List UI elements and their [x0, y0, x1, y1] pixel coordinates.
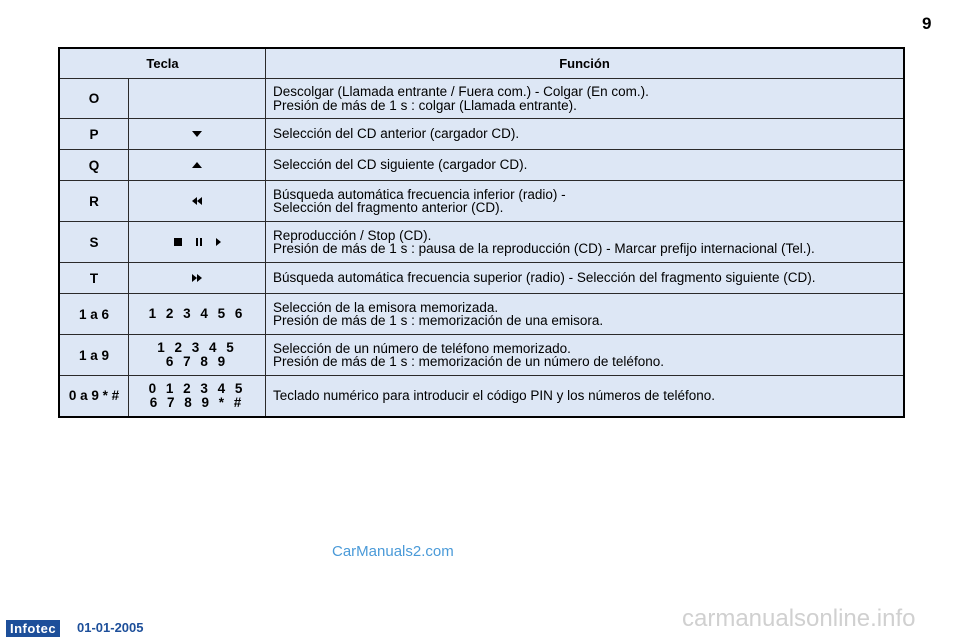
table-row [59, 294, 904, 335]
key-cell: 1 a 9 [59, 335, 129, 376]
function-cell [266, 222, 905, 263]
watermark-link[interactable]: CarManuals2.com [332, 543, 454, 560]
fast-forward-icon [192, 271, 202, 285]
function-cell [266, 150, 905, 181]
symbol-line: 6 7 8 9 [165, 354, 229, 369]
function-line: Selección del fragmento anterior (CD). [273, 200, 504, 215]
function-cell [266, 79, 905, 119]
play-icon [216, 238, 221, 246]
key-cell: O [59, 79, 129, 119]
function-line: Selección del CD anterior (cargador CD). [273, 126, 520, 142]
function-cell [266, 119, 905, 150]
triangle-down-icon [192, 131, 202, 137]
symbol-cell [129, 294, 266, 335]
function-line: Presión de más de 1 s : colgar (Llamada entrante). [273, 97, 577, 113]
key-cell: 1 a 6 [59, 294, 129, 335]
table-row [59, 150, 904, 181]
function-line: Búsqueda automática frecuencia superior (radio) - Selección del fragmento siguiente (CD). [273, 270, 816, 286]
function-line: Descolgar (Llamada entrante / Fuera com.) - Colgar (En com.). [273, 84, 649, 99]
symbol-cell [129, 335, 266, 376]
function-line: Selección de un número de teléfono memorizado. [273, 340, 571, 356]
key-cell: T [59, 263, 129, 294]
symbol-line: 0 1 2 3 4 5 [148, 380, 246, 396]
function-line: Presión de más de 1 s : memorización de un número de teléfono. [273, 354, 664, 369]
rewind-icon [192, 194, 202, 208]
table-row [59, 335, 904, 376]
function-cell [266, 335, 905, 376]
function-line: Búsqueda automática frecuencia inferior (radio) - [273, 186, 566, 202]
triangle-up-icon [192, 162, 202, 168]
table-row [59, 222, 904, 263]
function-cell [266, 376, 905, 417]
symbol-cell [129, 222, 266, 263]
stop-icon [174, 238, 182, 246]
function-cell [266, 263, 905, 294]
table-row [59, 79, 904, 119]
page-number: 9 [922, 14, 932, 33]
function-line: Selección de la emisora memorizada. [273, 299, 499, 315]
symbol-cell [129, 263, 266, 294]
symbol-line: 1 2 3 4 5 [157, 340, 237, 355]
function-cell [266, 181, 905, 222]
symbol-line: 1 2 3 4 5 6 [148, 306, 246, 321]
function-line: Presión de más de 1 s : memorización de una emisora. [273, 313, 604, 328]
key-cell: R [59, 181, 129, 222]
table-row [59, 263, 904, 294]
key-cell: S [59, 222, 129, 263]
table-header-row [59, 48, 904, 79]
function-line: Teclado numérico para introducir el código PIN y los números de teléfono. [273, 388, 715, 403]
header-function: Función [266, 48, 905, 79]
table-row [59, 376, 904, 417]
key-cell: 0 a 9 * # [59, 376, 129, 417]
function-line: Presión de más de 1 s : pausa de la reproducción (CD) - Marcar prefijo internacional (Tel.). [273, 241, 815, 256]
function-line: Selección del CD siguiente (cargador CD). [273, 157, 528, 173]
footer-site-watermark: carmanualsonline.info [682, 605, 916, 632]
symbol-cell [129, 376, 266, 417]
symbol-cell [129, 181, 266, 222]
header-key: Tecla [59, 48, 266, 79]
key-cell: Q [59, 150, 129, 181]
table-row [59, 119, 904, 150]
symbol-line: 6 7 8 9 * # [149, 394, 245, 410]
function-cell [266, 294, 905, 335]
function-line: Reproducción / Stop (CD). [273, 227, 432, 243]
key-cell: P [59, 119, 129, 150]
symbol-cell [129, 150, 266, 181]
table-row [59, 181, 904, 222]
function-table [58, 47, 905, 418]
footer-date: 01-01-2005 [77, 620, 144, 635]
pause-icon [196, 238, 202, 246]
footer-logo: Infotec [6, 620, 60, 637]
symbol-cell [129, 79, 266, 119]
symbol-cell [129, 119, 266, 150]
